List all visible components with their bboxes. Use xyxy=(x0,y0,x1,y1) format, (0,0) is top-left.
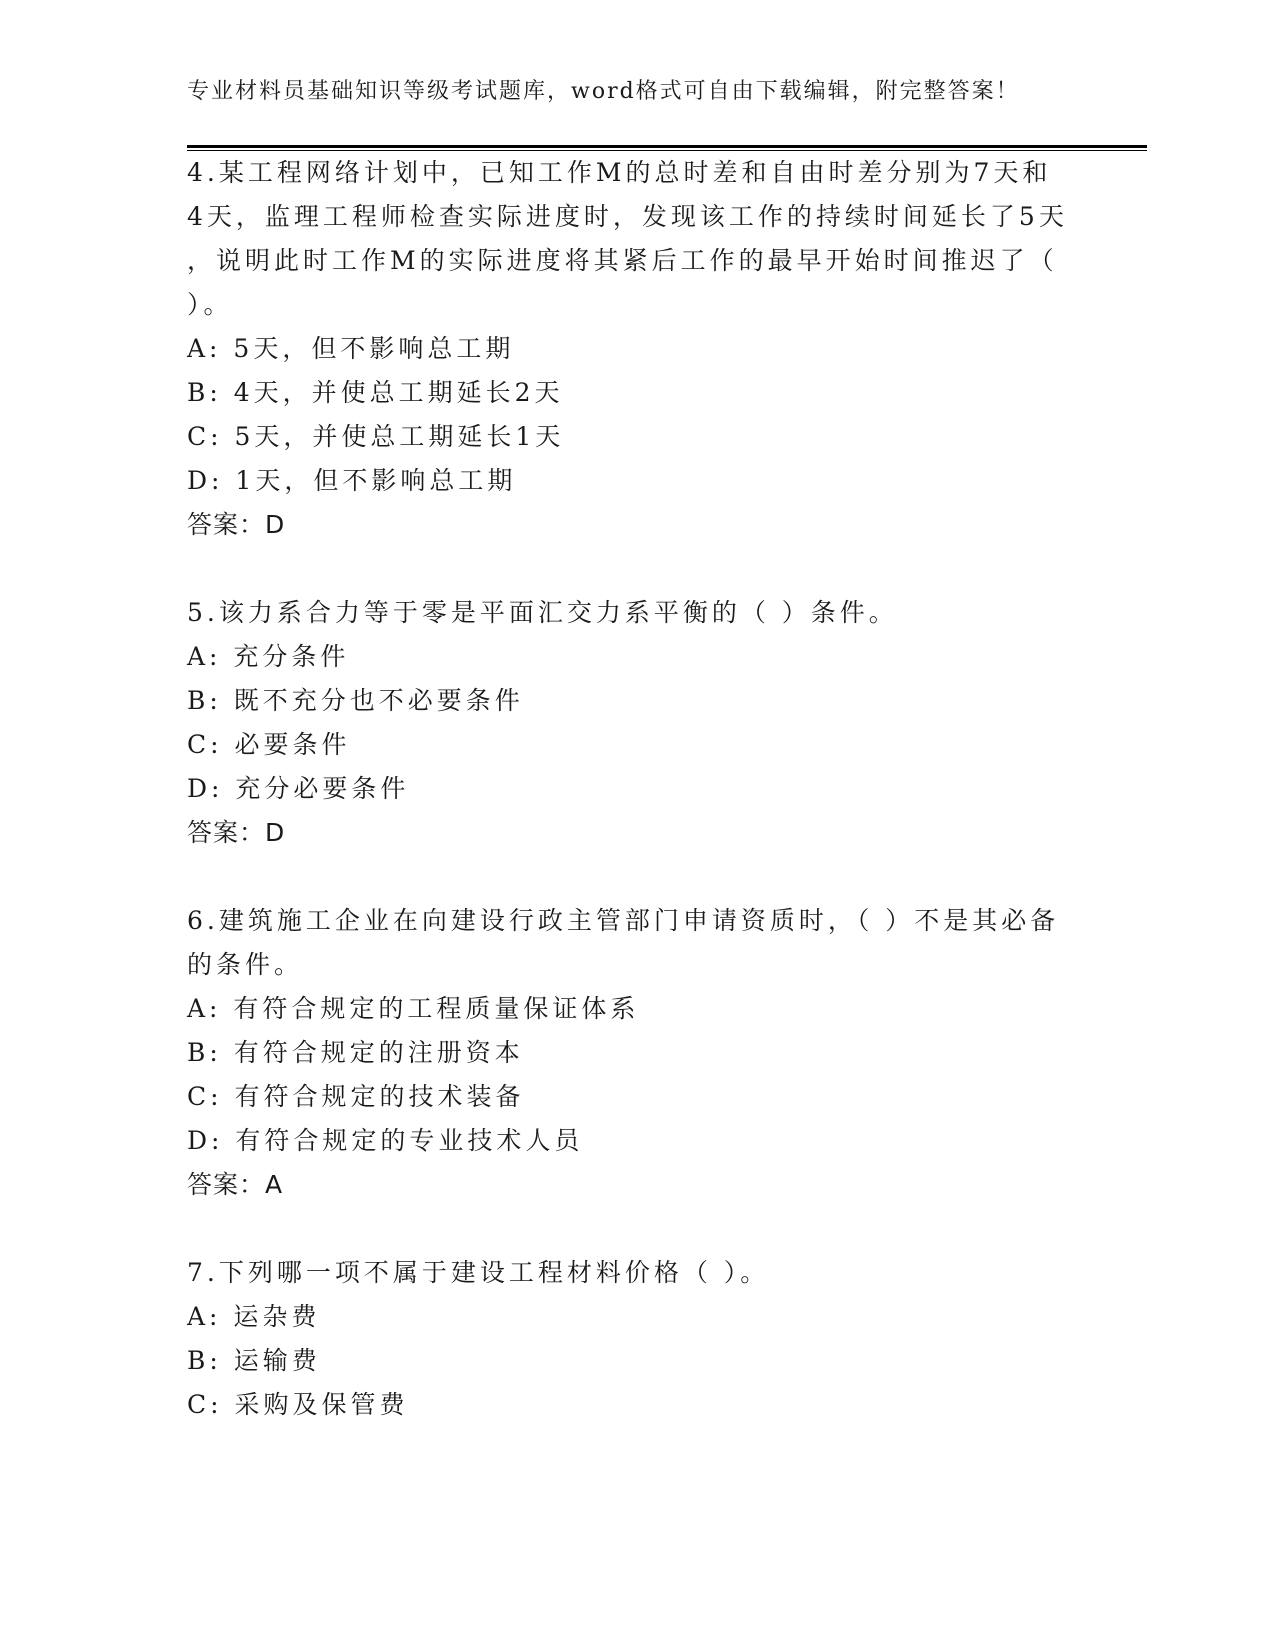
question-4-option-b: B: 4天，并使总工期延长2天 xyxy=(187,378,564,407)
question-6-stem-line-2: 的条件。 xyxy=(187,950,304,979)
question-6-stem-line-1: 6.建筑施工企业在向建设行政主管部门申请资质时，（ ）不是其必备 xyxy=(187,906,1060,935)
question-4-stem-line-4: ）。 xyxy=(187,290,233,319)
question-5-option-c: C: 必要条件 xyxy=(187,730,351,759)
question-6-option-a: A: 有符合规定的工程质量保证体系 xyxy=(187,994,640,1023)
question-6-answer: 答案：A xyxy=(187,1170,284,1199)
header-rule-thick xyxy=(187,145,1147,148)
question-5-stem-line-1: 5.该力系合力等于零是平面汇交力系平衡的（ ）条件。 xyxy=(187,598,898,627)
question-5-option-d: D: 充分必要条件 xyxy=(187,774,410,803)
page-header: 专业材料员基础知识等级考试题库，word格式可自由下载编辑，附完整答案！ xyxy=(187,79,1020,104)
question-5-option-b: B: 既不充分也不必要条件 xyxy=(187,686,524,715)
question-7-option-c: C: 采购及保管费 xyxy=(187,1390,409,1419)
question-6-option-b: B: 有符合规定的注册资本 xyxy=(187,1038,524,1067)
question-4-option-a: A: 5天，但不影响总工期 xyxy=(187,334,515,363)
question-7-option-b: B: 运输费 xyxy=(187,1346,321,1375)
question-4-option-c: C: 5天，并使总工期延长1天 xyxy=(187,422,565,451)
question-4-stem-line-2: 4天，监理工程师检查实际进度时，发现该工作的持续时间延长了5天 xyxy=(187,202,1068,231)
question-5-option-a: A: 充分条件 xyxy=(187,642,350,671)
question-4-stem-line-1: 4.某工程网络计划中，已知工作M的总时差和自由时差分别为7天和 xyxy=(187,158,1052,187)
question-4-option-d: D: 1天，但不影响总工期 xyxy=(187,466,517,495)
question-7-option-a: A: 运杂费 xyxy=(187,1302,321,1331)
question-4-stem-line-3: ，说明此时工作M的实际进度将其紧后工作的最早开始时间推迟了（ xyxy=(187,246,1058,275)
question-4-answer: 答案：D xyxy=(187,510,286,539)
question-6-option-c: C: 有符合规定的技术装备 xyxy=(187,1082,525,1111)
question-7-stem-line-1: 7.下列哪一项不属于建设工程材料价格（ ）。 xyxy=(187,1258,770,1287)
question-6-option-d: D: 有符合规定的专业技术人员 xyxy=(187,1126,584,1155)
question-5-answer: 答案：D xyxy=(187,818,286,847)
header-rule-thin xyxy=(187,150,1147,151)
